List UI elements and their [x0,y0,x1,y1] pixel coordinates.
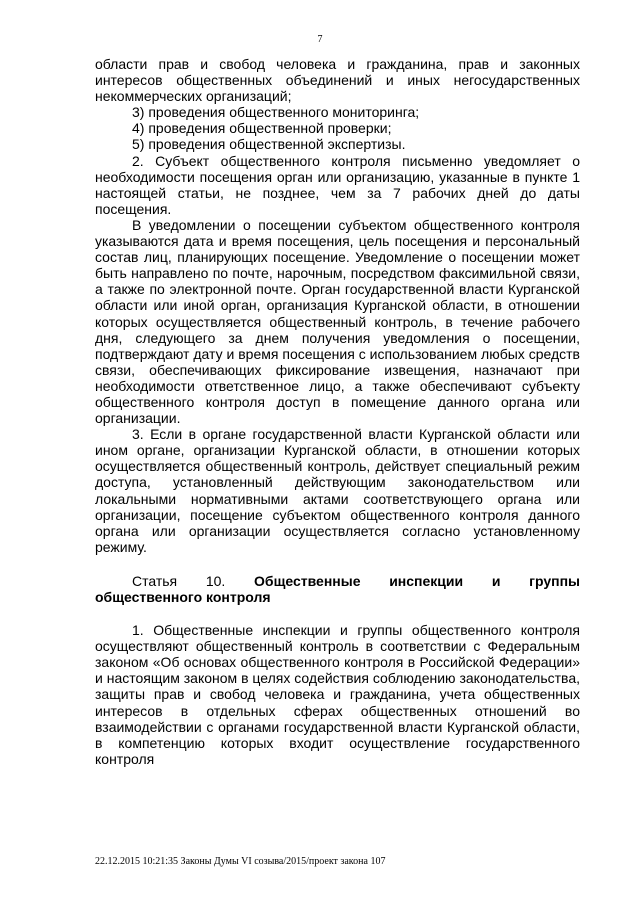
article-heading-line2 [95,589,580,605]
article-prefix: Статья 10. [132,572,255,589]
footer-filepath: 22.12.2015 10:21:35 Законы Думы VI созыва/2015/проект закона 107 [95,856,386,867]
paragraph-notification: В уведомлении о посещении субъектом общественного контроля указываются дата и время посещения, цель посещения и персональный состав лиц, планирующих посещение. Уведомление о посещении может быть направлено по почте, нарочным, посредством факсимильной связи, а также по электронной почте. Орган государственной власти Курганской области или иной орган, организация Курганской области, в отношении которых осуществляется общественный контроль, в течение рабочего дня, следующего за днем получения уведомления о посещении, подтверждают дату и время посещения с использованием любых средств связи, обеспечивающих фиксирование извещения, назначают при необходимости ответственное лицо, а также обеспечивают субъекту общественного контроля доступ в помещение данного органа или организации. [95,216,580,427]
document-body [95,56,580,767]
article-title-line1: Общественные инспекции и группы [254,572,580,589]
paragraph-article10-clause-1: 1. Общественные инспекции и группы общественного контроля осуществляют общественный контроль в соответствии с Федеральным законом «Об основах общественного контроля в Российской Федерации» и настоящим законом в целях содействия соблюдению законодательства, защиты прав и свобод человека и гражданина, учета общественных интересов в отдельных сферах общественных отношений во взаимодействии с органами государственной власти Курганской области, в компетенцию которых входит осуществление государственного контроля [95,622,580,767]
article-heading [95,573,580,589]
list-item-4: 4) проведения общественной проверки; [132,120,392,137]
article-title-line2: общественного контроля [95,589,271,605]
paragraph-continuation: области прав и свобод человека и гражданина, прав и законных интересов общественных объединений и иных негосударственных некоммерческих организаций; [95,56,580,105]
paragraph-clause-2: 2. Субъект общественного контроля письменно уведомляет о необходимости посещения орган или организацию, указанные в пункте 1 настоящей статьи, не позднее, чем за 7 рабочих дней до даты посещения. [95,152,580,217]
paragraph-clause-3: 3. Если в органе государственной власти Курганской области или ином органе, организации Курганской области, в отношении которых осуществляется общественный контроль, действует специальный режим доступа, установленный действующим законодательством или локальными нормативными актами соответствующего органа или организации, посещение субъектом общественного контроля данного органа или организации осуществляется согласно установленному режиму. [95,426,580,555]
page-number: 7 [317,34,323,45]
list-item-3: 3) проведения общественного мониторинга; [132,104,420,121]
list-item-5: 5) проведения общественной экспертизы. [132,136,406,153]
